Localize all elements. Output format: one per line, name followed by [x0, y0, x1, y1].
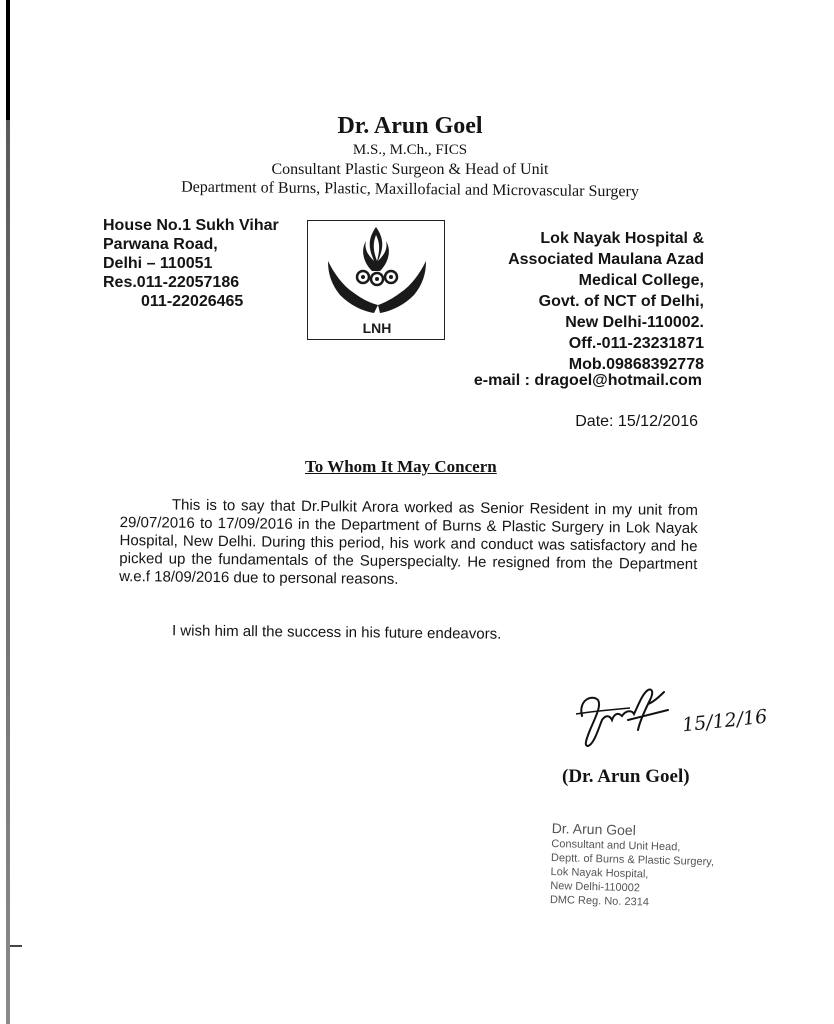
stamp-line: Consultant and Unit Head,	[551, 837, 681, 854]
department-name: Department of Burns, Plastic, Maxillofacial and Microvascular Surgery	[181, 178, 639, 201]
stamp-line: Dr. Arun Goel	[551, 820, 637, 839]
page-edge-mark	[10, 945, 22, 947]
doctor-stamp	[550, 820, 715, 911]
residence-phone: 011-22026465	[141, 293, 244, 310]
right-hand-shape	[378, 261, 426, 313]
hospital-line: Medical College,	[578, 272, 704, 289]
handwritten-signature	[568, 680, 688, 760]
body-paragraph: This is to say that Dr.Pulkit Arora worked as Senior Resident in my unit from 29/07/2016 to 17/09/2016 in the Department of Burns & Plastic Surgery in Lok Nayak Hospital, New Delhi. During this period, his work and conduct was satisfactory and he picked up the fundamentals of the Superspecialty. He resigned from the Department w.e.f 18/09/2016 due to personal reasons.	[119, 496, 698, 588]
hospital-line: Govt. of NCT of Delhi,	[538, 293, 704, 310]
email-address: e-mail : dragoel@hotmail.com	[473, 372, 702, 389]
residence-line: Delhi – 110051	[103, 255, 213, 272]
residence-address	[103, 216, 279, 311]
stamp-line: New Delhi-110002	[550, 879, 641, 895]
signature-date: 15/12/16	[681, 705, 769, 737]
stamp-line: Deptt. of Burns & Plastic Surgery,	[550, 851, 715, 869]
hospital-address	[508, 228, 704, 375]
hospital-line: Lok Nayak Hospital &	[540, 230, 704, 247]
hospital-logo	[307, 220, 445, 340]
residence-line: House No.1 Sukh Vihar	[103, 217, 279, 234]
letter-date: Date: 15/12/2016	[575, 413, 698, 430]
letterhead	[150, 112, 670, 200]
closing-wish: I wish him all the success in his future endeavors.	[171, 622, 502, 643]
page-edge-shadow	[6, 0, 10, 1024]
doctor-name: Dr. Arun Goel	[337, 113, 483, 139]
letter-body	[119, 496, 698, 592]
stamp-line: DMC Reg. No. 2314	[549, 893, 650, 909]
stamp-line: Lok Nayak Hospital,	[550, 865, 649, 881]
doctor-designation: Consultant Plastic Surgeon & Head of Unit	[271, 161, 549, 178]
office-phone: Off.-011-23231871	[568, 335, 704, 352]
signatory-name: (Dr. Arun Goel)	[562, 766, 690, 787]
residence-line: Parwana Road,	[103, 236, 218, 253]
letter-subject: To Whom It May Concern	[305, 457, 497, 476]
lnh-logo-icon	[308, 221, 446, 341]
mobile-phone: Mob.09868392778	[568, 356, 704, 373]
logo-text: LNH	[362, 320, 392, 336]
residence-phone: Res.011-22057186	[103, 274, 240, 291]
hospital-line: Associated Maulana Azad	[508, 251, 704, 268]
hospital-line: New Delhi-110002.	[565, 314, 704, 331]
doctor-degrees: M.S., M.Ch., FICS	[352, 142, 468, 158]
